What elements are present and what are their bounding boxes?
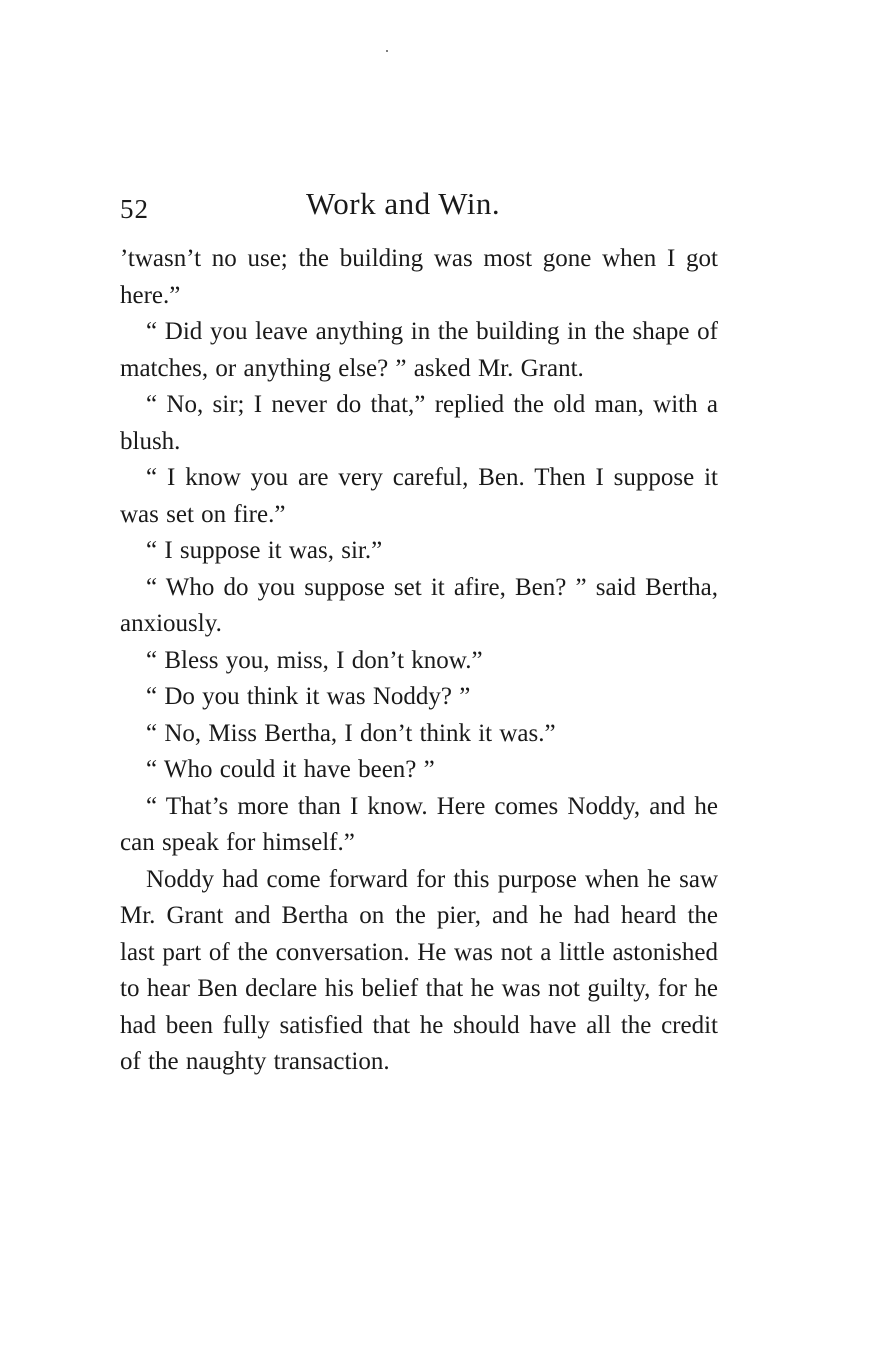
paragraph: “ Did you leave anything in the building in the shape of matches, or anything else? ” asked Mr. Grant.: [120, 318, 718, 382]
paragraph: Noddy had come forward for this purpose when he saw Mr. Grant and Bertha on the pier, and he had heard the last part of the conversation. He was not a little astonished to hear Ben declare his belief that he was not guilty, for he had been fully satisfied that he should have all the credit of the naughty transaction.: [120, 865, 718, 1075]
running-title: Work and Win.: [306, 186, 501, 221]
body-text: [120, 241, 718, 1081]
paragraph: “ That’s more than I know. Here comes Noddy, and he can speak for himself.”: [120, 792, 718, 856]
paragraph: “ I know you are very careful, Ben. Then I suppose it was set on fire.”: [120, 464, 718, 528]
paragraph: “ I suppose it was, sir.”: [146, 537, 383, 564]
paragraph-continuation: ’twasn’t no use; the building was most gone when I got here.”: [120, 245, 718, 309]
print-speck: [386, 50, 388, 52]
paragraph: “ Who do you suppose set it afire, Ben? ” said Bertha, anxiously.: [120, 573, 718, 637]
paragraph: “ Bless you, miss, I don’t know.”: [146, 646, 483, 674]
page-number: 52: [120, 194, 149, 224]
paragraph: “ Who could it have been? ”: [146, 756, 435, 783]
running-head: [120, 186, 718, 230]
paragraph: “ Do you think it was Noddy? ”: [146, 683, 471, 710]
paragraph: “ No, sir; I never do that,” replied the old man, with a blush.: [120, 391, 718, 455]
paragraph: “ No, Miss Bertha, I don’t think it was.”: [146, 719, 556, 747]
